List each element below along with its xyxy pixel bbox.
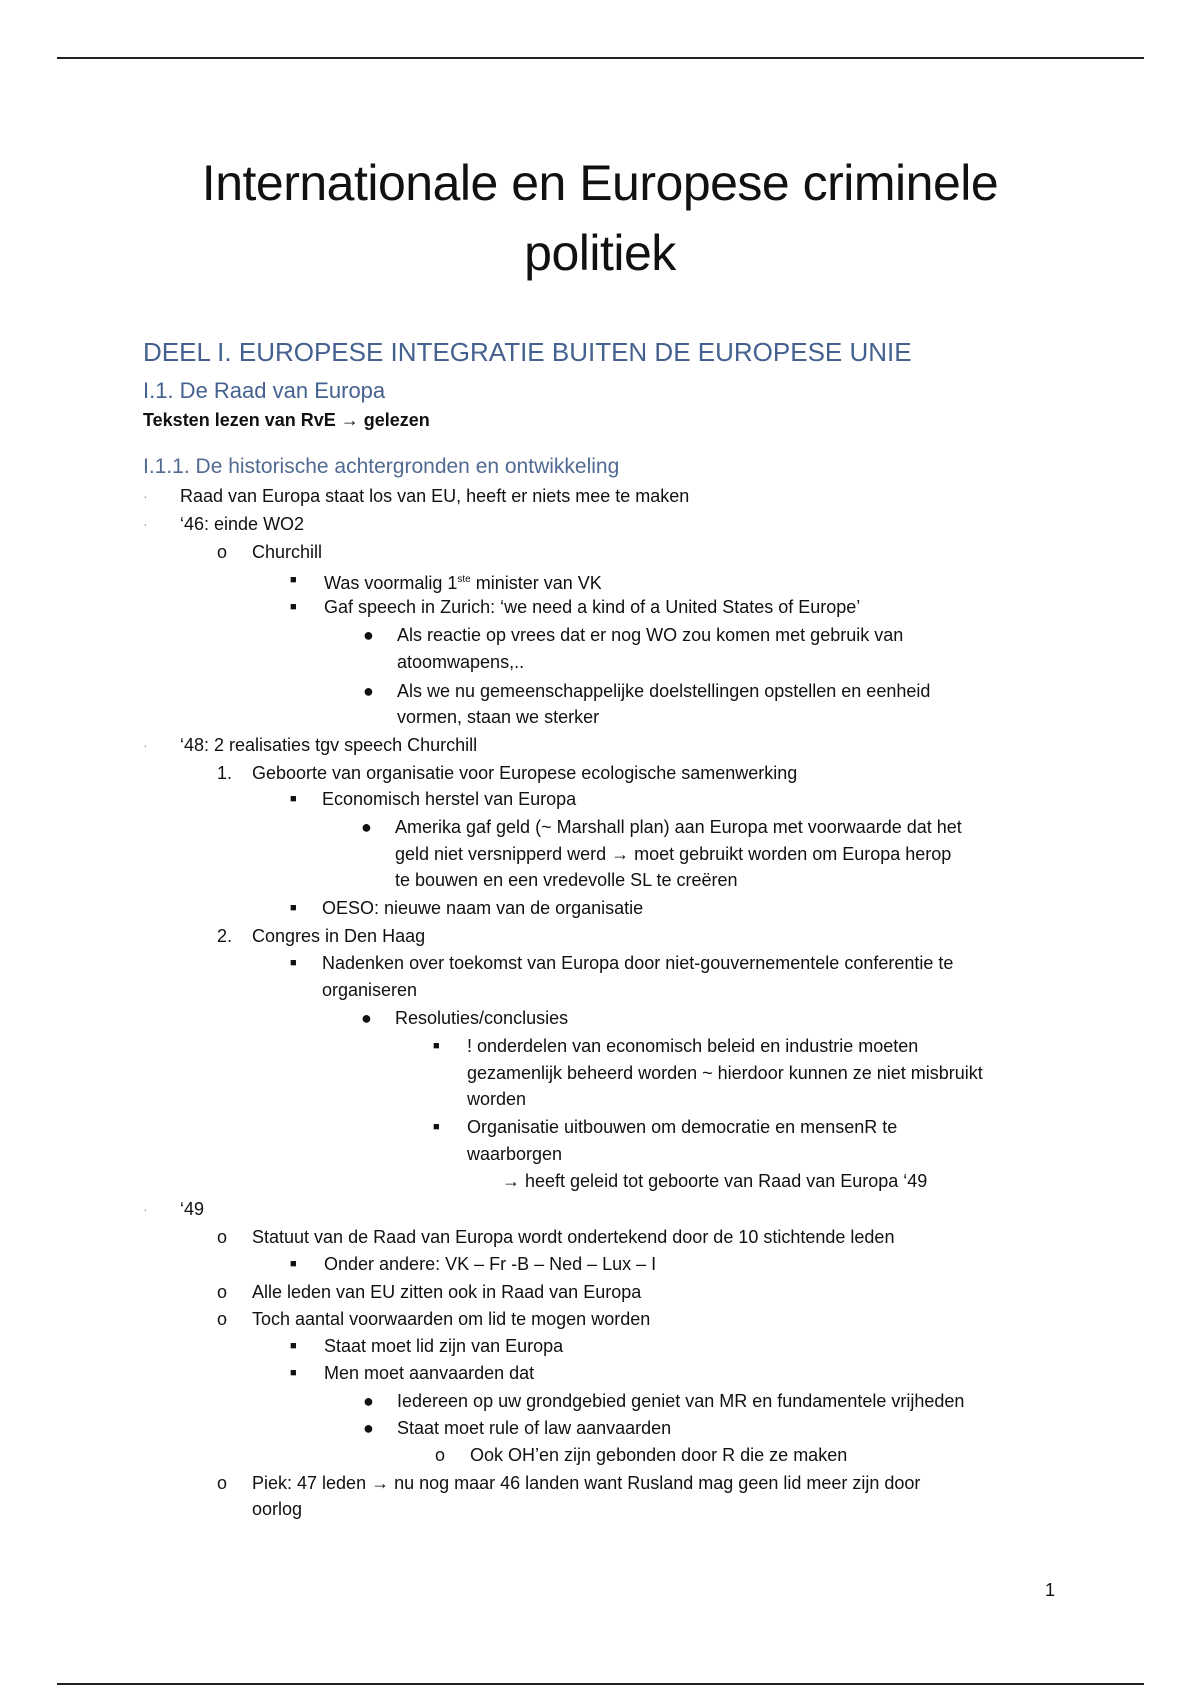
square-bullet-marker: ■ <box>290 957 297 969</box>
arrow-note: → heeft geleid tot geboorte van Raad van Europa ‘49 <box>502 1171 928 1191</box>
round-bullet-marker: ● <box>363 1418 374 1438</box>
list-item: OESO: nieuwe naam van de organisatie <box>322 898 644 918</box>
square-bullet-marker: ■ <box>290 793 297 805</box>
list-item: Nadenken over toekomst van Europa door niet-gouvernementele conferentie te <box>322 953 954 973</box>
circle-bullet-marker: o <box>217 1282 228 1302</box>
dot-bullet-marker: · <box>143 488 148 504</box>
bottom-rule <box>57 1683 1144 1685</box>
list-item: Staat moet rule of law aanvaarden <box>397 1418 672 1438</box>
dot-bullet-marker: · <box>143 737 148 753</box>
dot-bullet-marker: · <box>143 1201 148 1217</box>
circle-bullet-marker: o <box>217 542 228 562</box>
round-bullet-marker: ● <box>363 681 374 701</box>
list-item: Als we nu gemeenschappelijke doelstellingen opstellen en eenheid <box>397 681 931 701</box>
list-item-continuation: organiseren <box>322 980 418 1000</box>
title-line-2: politiek <box>524 225 676 281</box>
list-item: Iedereen op uw grondgebied geniet van MR en fundamentele vrijheden <box>397 1391 965 1411</box>
list-item-continuation: waarborgen <box>467 1144 563 1164</box>
list-item-continuation: atoomwapens,.. <box>397 652 525 672</box>
document-title <box>140 148 1060 288</box>
list-item-continuation: geld niet versnipperd werd → moet gebruikt worden om Europa herop <box>395 844 952 864</box>
list-item: Alle leden van EU zitten ook in Raad van Europa <box>252 1282 642 1302</box>
number-marker: 2. <box>217 926 233 946</box>
list-item-continuation: vormen, staan we sterker <box>397 707 600 727</box>
round-bullet-marker: ● <box>361 817 372 837</box>
list-item: Men moet aanvaarden dat <box>324 1363 535 1383</box>
title-line-1: Internationale en Europese criminele <box>201 155 999 211</box>
square-bullet-marker: ■ <box>290 1258 297 1270</box>
square-bullet-marker: ■ <box>290 601 297 613</box>
list-item: Raad van Europa staat los van EU, heeft er niets mee te maken <box>180 486 690 506</box>
circle-bullet-marker: o <box>217 1473 228 1493</box>
round-bullet-marker: ● <box>363 1391 374 1411</box>
list-item: Piek: 47 leden → nu nog maar 46 landen want Rusland mag geen lid meer zijn door <box>252 1473 921 1493</box>
list-item <box>324 568 602 595</box>
square-bullet-marker: ■ <box>290 1340 297 1352</box>
list-item: Resoluties/conclusies <box>395 1008 569 1028</box>
bold-note: Teksten lezen van RvE → gelezen <box>143 410 430 430</box>
circle-bullet-marker: o <box>435 1445 446 1465</box>
dot-bullet-marker: · <box>143 516 148 532</box>
round-bullet-marker: ● <box>363 625 374 645</box>
text-part: Was voormalig 1 <box>324 573 458 593</box>
section-heading: I.1. De Raad van Europa <box>143 378 386 403</box>
list-item: Gaf speech in Zurich: ‘we need a kind of a United States of Europe’ <box>324 597 861 617</box>
list-item: Ook OH’en zijn gebonden door R die ze maken <box>470 1445 848 1465</box>
round-bullet-marker: ● <box>361 1008 372 1028</box>
list-item: Staat moet lid zijn van Europa <box>324 1336 564 1356</box>
circle-bullet-marker: o <box>217 1227 228 1247</box>
list-item: Geboorte van organisatie voor Europese ecologische samenwerking <box>252 763 798 783</box>
list-item-continuation: gezamenlijk beheerd worden ~ hierdoor kunnen ze niet misbruikt <box>467 1063 983 1083</box>
page-number: 1 <box>1045 1580 1056 1600</box>
subsection-heading: I.1.1. De historische achtergronden en ontwikkeling <box>143 455 620 478</box>
text-part: minister van VK <box>470 573 602 593</box>
circle-bullet-marker: o <box>217 1309 228 1329</box>
superscript: ste <box>457 574 471 585</box>
list-item-continuation: oorlog <box>252 1499 303 1519</box>
list-item: Als reactie op vrees dat er nog WO zou komen met gebruik van <box>397 625 904 645</box>
top-rule <box>57 57 1144 59</box>
square-bullet-marker: ■ <box>290 902 297 914</box>
square-bullet-marker: ■ <box>290 1367 297 1379</box>
part-heading: DEEL I. EUROPESE INTEGRATIE BUITEN DE EUROPESE UNIE <box>143 337 912 367</box>
list-item-continuation: worden <box>467 1089 527 1109</box>
list-item: ! onderdelen van economisch beleid en industrie moeten <box>467 1036 919 1056</box>
square-bullet-marker: ■ <box>433 1040 440 1052</box>
list-item: Organisatie uitbouwen om democratie en mensenR te <box>467 1117 898 1137</box>
list-item: Churchill <box>252 542 323 562</box>
list-item: Congres in Den Haag <box>252 926 426 946</box>
number-marker: 1. <box>217 763 233 783</box>
list-item: ‘48: 2 realisaties tgv speech Churchill <box>180 735 478 755</box>
list-item: Economisch herstel van Europa <box>322 789 577 809</box>
list-item: Toch aantal voorwaarden om lid te mogen worden <box>252 1309 651 1329</box>
list-item: ‘49 <box>180 1199 205 1219</box>
list-item: Onder andere: VK – Fr -B – Ned – Lux – I <box>324 1254 657 1274</box>
list-item: Statuut van de Raad van Europa wordt ondertekend door de 10 stichtende leden <box>252 1227 895 1247</box>
list-item: ‘46: einde WO2 <box>180 514 305 534</box>
list-item-continuation: te bouwen en een vredevolle SL te creëren <box>395 870 738 890</box>
square-bullet-marker: ■ <box>290 574 297 586</box>
square-bullet-marker: ■ <box>433 1121 440 1133</box>
list-item: Amerika gaf geld (~ Marshall plan) aan Europa met voorwaarde dat het <box>395 817 962 837</box>
